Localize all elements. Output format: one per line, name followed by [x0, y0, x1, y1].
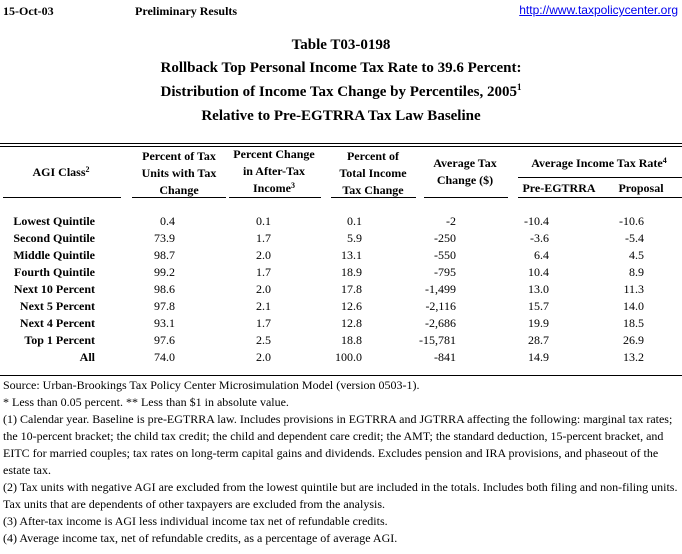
cell-proposal: -10.6 [619, 214, 644, 228]
footnote-ref-2: 2 [85, 165, 90, 174]
cell-pct-change: 2.0 [256, 350, 271, 364]
cell-pct-change: 2.0 [256, 248, 271, 262]
cell-proposal: 4.5 [629, 248, 644, 262]
row-label: All [79, 350, 95, 364]
cell-proposal: 8.9 [629, 265, 644, 279]
col-pct-change-line1: Percent Change [233, 147, 315, 161]
col-pct-change-line2: in After-Tax [242, 164, 306, 178]
cell-pre: 13.0 [528, 282, 549, 296]
cell-pre: 6.4 [534, 248, 549, 262]
cell-pre: 19.9 [528, 316, 549, 330]
cell-pct-change: 1.7 [256, 231, 271, 245]
row-label: Lowest Quintile [13, 214, 95, 228]
underline-pct-change [229, 197, 321, 198]
cell-pct-change: 1.7 [256, 316, 271, 330]
table-row [0, 231, 682, 247]
cell-avg-change: -795 [434, 265, 456, 279]
cell-proposal: 14.0 [623, 299, 644, 313]
top-rule-2 [0, 146, 682, 147]
taxpolicycenter-link[interactable]: http://www.taxpolicycenter.org [519, 3, 678, 17]
row-label: Next 4 Percent [19, 316, 95, 330]
col-pct-units-line1: Percent of Tax [142, 149, 216, 163]
row-label: Next 5 Percent [19, 299, 95, 313]
col-header-pct-total [330, 148, 416, 199]
cell-pct-units: 93.1 [154, 316, 175, 330]
table-row [0, 265, 682, 281]
col-header-agi-class [0, 164, 122, 181]
col-header-pct-units [131, 148, 227, 199]
bottom-rule [0, 375, 682, 376]
underline-avg-change [424, 197, 508, 198]
cell-pct-change: 2.1 [256, 299, 271, 313]
cell-pct-total: 100.0 [335, 350, 362, 364]
cell-pct-units: 98.7 [154, 248, 175, 262]
cell-pct-total: 18.9 [341, 265, 362, 279]
footnote-3: (3) After-tax income is AGI less individual income tax net of refundable credits. [3, 514, 388, 528]
cell-pct-change: 2.5 [256, 333, 271, 347]
table-subtitle-text: Distribution of Income Tax Change by Percentiles, 2005 [160, 84, 517, 100]
table-subtitle [0, 84, 682, 101]
cell-pre: 10.4 [528, 265, 549, 279]
cell-pre: -10.4 [524, 214, 549, 228]
col-pct-total-line2: Total Income [339, 166, 407, 180]
cell-avg-change: -1,499 [425, 282, 456, 296]
col-header-avg-rate [516, 155, 682, 172]
cell-avg-change: -2,116 [425, 299, 456, 313]
cell-avg-change: -841 [434, 350, 456, 364]
cell-pre: 15.7 [528, 299, 549, 313]
cell-pct-units: 99.2 [154, 265, 175, 279]
table-id: Table T03-0198 [291, 37, 391, 53]
col-pct-units-line3: Change [159, 183, 199, 197]
footnote-2: (2) Tax units with negative AGI are excluded from the lowest quintile but are included in the totals. Includes both filing and non-filing units. Tax units that are dependents of other taxpayers are excluded from the analysis. [3, 480, 678, 511]
cell-pre: 14.9 [528, 350, 549, 364]
row-label: Top 1 Percent [24, 333, 95, 347]
underline-pct-total [331, 197, 416, 198]
footnote-1: (1) Calendar year. Baseline is pre-EGTRRA law. Includes provisions in EGTRRA and JGTRRA affecting the following: marginal tax rates; the 10-percent bracket; the child tax credit; the child and dependent care credit; the AMT; the standard deduction, 15-percent bracket, and EITC for married couples; tax rates on long-term capital gains and dividends. Excludes pension and IRA provisions, and phaseout of the estate tax. [3, 412, 673, 477]
cell-avg-change: -2 [446, 214, 456, 228]
cell-avg-change: -2,686 [425, 316, 456, 330]
col-pct-units-line2: Units with Tax [141, 166, 217, 180]
underline-pct-units [132, 197, 226, 198]
report-status: Preliminary Results [135, 4, 238, 18]
table-row [0, 333, 682, 349]
footnote-ref-1: 1 [516, 82, 522, 92]
cell-avg-change: -15,781 [419, 333, 456, 347]
cell-pct-total: 17.8 [341, 282, 362, 296]
table-row [0, 299, 682, 315]
row-label: Second Quintile [13, 231, 95, 245]
underline-avg-rate [518, 197, 682, 198]
col-header-pct-change [226, 146, 322, 197]
cell-pct-units: 97.6 [154, 333, 175, 347]
top-rule-1 [0, 143, 682, 144]
cell-pct-total: 0.1 [347, 214, 362, 228]
cell-pct-total: 12.8 [341, 316, 362, 330]
footnote-ref-3: 3 [291, 181, 295, 190]
cell-proposal: -5.4 [625, 231, 644, 245]
col-avg-change-line1: Average Tax [433, 156, 497, 170]
cell-pct-units: 97.8 [154, 299, 175, 313]
col-pct-total-line1: Percent of [346, 149, 400, 163]
footnote-source: Source: Urban-Brookings Tax Policy Center Microsimulation Model (version 0503-1). [3, 378, 420, 392]
cell-pct-units: 0.4 [160, 214, 175, 228]
footnote-less-than: * Less than 0.05 percent. ** Less than $1 in absolute value. [3, 395, 289, 409]
col-pct-change-line3 [226, 180, 322, 197]
col-pct-total-line3: Tax Change [342, 183, 404, 197]
cell-pre: -3.6 [530, 231, 549, 245]
cell-avg-change: -250 [434, 231, 456, 245]
table-row [0, 316, 682, 332]
footnote-ref-4: 4 [662, 156, 667, 165]
underline-agi [3, 197, 121, 198]
col-agi-class-label: AGI Class [32, 165, 86, 179]
cell-pct-change: 2.0 [256, 282, 271, 296]
col-header-proposal: Proposal [618, 181, 664, 195]
table-title: Rollback Top Personal Income Tax Rate to 39.6 Percent: [160, 60, 522, 76]
cell-proposal: 18.5 [623, 316, 644, 330]
cell-avg-change: -550 [434, 248, 456, 262]
col-avg-change-line2: Change ($) [436, 173, 494, 187]
footnote-4: (4) Average income tax, net of refundable credits, as a percentage of average AGI. [3, 531, 398, 545]
avg-rate-underline [518, 177, 682, 178]
table-row [0, 214, 682, 230]
table-row [0, 282, 682, 298]
cell-pct-total: 13.1 [341, 248, 362, 262]
row-label: Next 10 Percent [13, 282, 95, 296]
cell-pct-units: 73.9 [154, 231, 175, 245]
cell-pct-total: 18.8 [341, 333, 362, 347]
row-label: Fourth Quintile [13, 265, 95, 279]
cell-pct-change: 1.7 [256, 265, 271, 279]
row-label: Middle Quintile [13, 248, 95, 262]
table-row [0, 248, 682, 264]
table-row [0, 350, 682, 366]
col-header-avg-change [422, 155, 508, 189]
table-baseline: Relative to Pre-EGTRRA Tax Law Baseline [201, 108, 481, 124]
cell-pct-total: 12.6 [341, 299, 362, 313]
cell-pct-change: 0.1 [256, 214, 271, 228]
cell-pct-units: 74.0 [154, 350, 175, 364]
cell-pct-total: 5.9 [347, 231, 362, 245]
col-header-pre-egtrra: Pre-EGTRRA [522, 181, 596, 195]
cell-proposal: 26.9 [623, 333, 644, 347]
col-pct-change-line3-text: Income [253, 181, 291, 195]
report-date: 15-Oct-03 [3, 4, 54, 18]
cell-proposal: 11.3 [623, 282, 644, 296]
col-avg-rate-label: Average Income Tax Rate [531, 156, 663, 170]
cell-proposal: 13.2 [623, 350, 644, 364]
cell-pct-units: 98.6 [154, 282, 175, 296]
cell-pre: 28.7 [528, 333, 549, 347]
footnotes [3, 377, 679, 547]
